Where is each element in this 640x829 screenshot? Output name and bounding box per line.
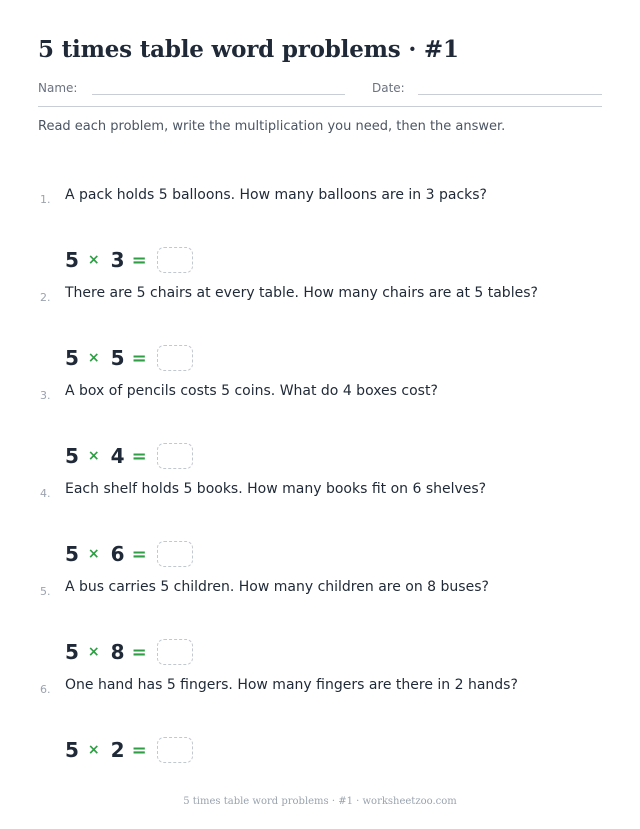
equals-sign: = bbox=[131, 249, 147, 271]
times-sign: × bbox=[87, 546, 100, 562]
factor-a: 5 bbox=[65, 738, 79, 762]
problem-text: There are 5 chairs at every table. How many chairs are at 5 tables? bbox=[65, 285, 538, 301]
problem-text: A bus carries 5 children. How many children are on 8 buses? bbox=[65, 579, 489, 595]
problem-text: One hand has 5 fingers. How many fingers are there in 2 hands? bbox=[65, 677, 518, 693]
date-field[interactable] bbox=[418, 94, 602, 95]
answer-box[interactable] bbox=[157, 639, 193, 665]
equals-sign: = bbox=[131, 739, 147, 761]
factor-a: 5 bbox=[65, 346, 79, 370]
date-label: Date: bbox=[372, 81, 405, 95]
name-field[interactable] bbox=[92, 94, 345, 95]
factor-b: 3 bbox=[110, 248, 125, 272]
times-sign: × bbox=[87, 742, 100, 758]
equals-sign: = bbox=[131, 445, 147, 467]
answer-box[interactable] bbox=[157, 541, 193, 567]
answer-box[interactable] bbox=[157, 345, 193, 371]
factor-b: 4 bbox=[110, 444, 125, 468]
factor-b: 8 bbox=[110, 640, 125, 664]
factor-b: 6 bbox=[110, 542, 125, 566]
problem-number: 4. bbox=[40, 487, 51, 500]
problem-text: Each shelf holds 5 books. How many books fit on 6 shelves? bbox=[65, 481, 487, 497]
page-title: 5 times table word problems · #1 bbox=[38, 36, 459, 63]
equation bbox=[65, 638, 193, 666]
answer-box[interactable] bbox=[157, 443, 193, 469]
problem-1 bbox=[0, 187, 640, 285]
equation bbox=[65, 540, 193, 568]
problem-3 bbox=[0, 383, 640, 481]
equation bbox=[65, 736, 193, 764]
problem-5 bbox=[0, 579, 640, 677]
answer-box[interactable] bbox=[157, 247, 193, 273]
times-sign: × bbox=[87, 350, 100, 366]
name-label: Name: bbox=[38, 81, 78, 95]
problem-6 bbox=[0, 677, 640, 775]
problem-text: A box of pencils costs 5 coins. What do 4 boxes cost? bbox=[65, 383, 438, 399]
instructions: Read each problem, write the multiplication you need, then the answer. bbox=[38, 119, 506, 134]
problem-number: 6. bbox=[40, 683, 51, 696]
factor-a: 5 bbox=[65, 542, 79, 566]
factor-b: 5 bbox=[110, 346, 125, 370]
factor-a: 5 bbox=[65, 444, 79, 468]
problem-2 bbox=[0, 285, 640, 383]
times-sign: × bbox=[87, 644, 100, 660]
equals-sign: = bbox=[131, 347, 147, 369]
answer-box[interactable] bbox=[157, 737, 193, 763]
times-sign: × bbox=[87, 448, 100, 464]
problem-number: 2. bbox=[40, 291, 51, 304]
equation bbox=[65, 442, 193, 470]
problem-number: 5. bbox=[40, 585, 51, 598]
factor-a: 5 bbox=[65, 248, 79, 272]
problem-number: 3. bbox=[40, 389, 51, 402]
factor-b: 2 bbox=[110, 738, 125, 762]
footer: 5 times table word problems · #1 · worksheetzoo.com bbox=[183, 796, 457, 807]
problem-4 bbox=[0, 481, 640, 579]
problem-number: 1. bbox=[40, 193, 51, 206]
header-divider bbox=[38, 106, 602, 107]
problem-text: A pack holds 5 balloons. How many balloons are in 3 packs? bbox=[65, 187, 487, 203]
equals-sign: = bbox=[131, 641, 147, 663]
times-sign: × bbox=[87, 252, 100, 268]
equation bbox=[65, 246, 193, 274]
equals-sign: = bbox=[131, 543, 147, 565]
equation bbox=[65, 344, 193, 372]
factor-a: 5 bbox=[65, 640, 79, 664]
